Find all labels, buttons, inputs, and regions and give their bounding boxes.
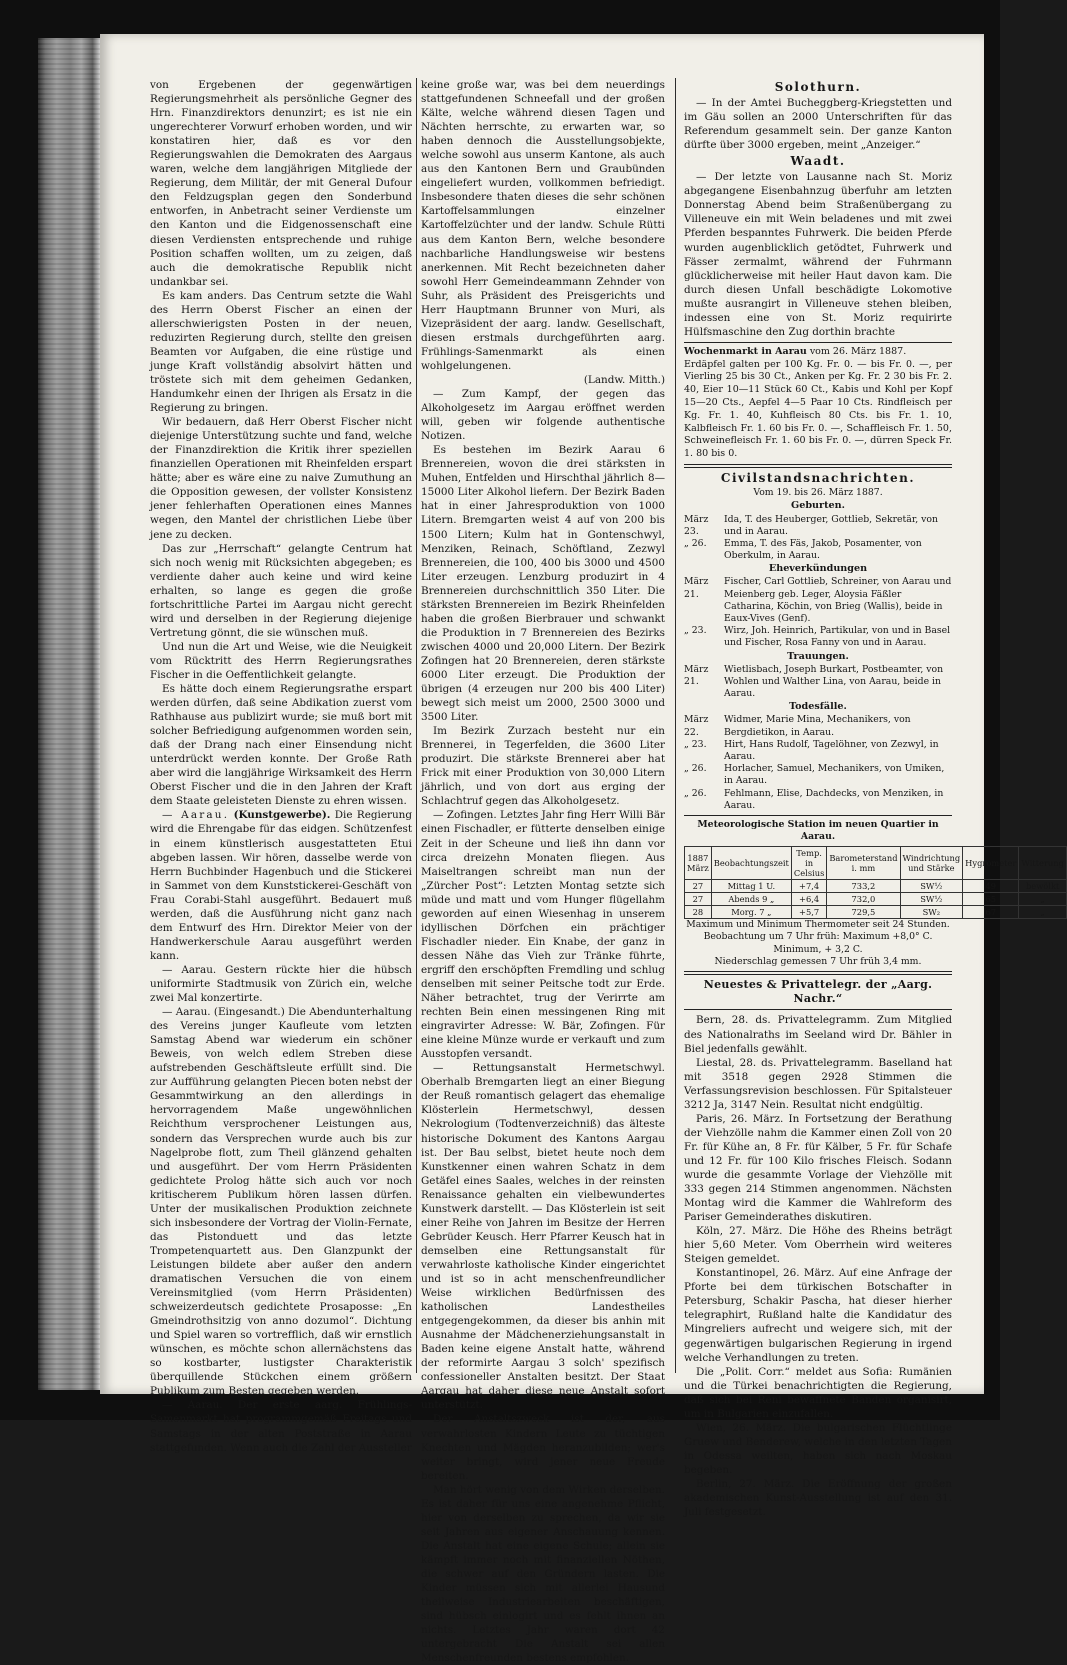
divider — [684, 971, 952, 975]
weather-cell: +7,4 — [791, 879, 826, 892]
telegrams-list — [684, 1013, 952, 1519]
weather-cell: 27 — [685, 879, 712, 892]
telegram-item: Paris, 26. März. In Fortsetzung der Berathung der Viehzölle nahm die Kammer einen Zoll von 20 Fr. für Kühe an, 8 Fr. für Kälber, 5 Fr. für Schafe und 12 Fr. für 100 Kilo frisches Fleisch. Sodann wurde die gesammte Vorlage der Viehzölle mit 333 gegen 214 Stimmen angenommen. Nächsten Montag wird die Kammer die Wahlreform des Pariser Gemeinderathes diskutiren. — [684, 1112, 952, 1224]
article-paragraph: Und nun die Art und Weise, wie die Neuigkeit vom Rücktritt des Herrn Regierungsrathes Fischer in die Oeffentlichkeit gelangte. — [150, 640, 412, 681]
telegram-item: Die „Polit. Corr.“ meldet aus Sofia: Rumänien und die Türkei benachrichtigten die Regierung, daß sich bei Reni bewaffnete Banden organisirt, um in Bulgarien einzufallen. — [684, 1365, 952, 1420]
section-heading-waadt: Waadt. — [790, 154, 846, 169]
weather-cell: +6,4 — [791, 892, 826, 905]
entry-text: Fehlmann, Elise, Dachdecks, von Menziken, in Aarau. — [724, 787, 944, 811]
entry-date: „ 26. — [684, 787, 707, 799]
market-report — [684, 346, 952, 461]
entry-date: März 21. — [684, 576, 709, 600]
column-3 — [684, 78, 1064, 1519]
weather-note: Maximum und Minimum Thermometer seit 24 Stunden. — [686, 918, 950, 930]
weather-row — [685, 905, 1067, 918]
article-paragraph: — Der letzte von Lausanne nach St. Moriz abgegangene Eisenbahnzug überfuhr am letzten Donnerstag Abend beim Straßenübergang zu Villeneuve ein mit Wein beladenes und mit zwei Pferden bespanntes Fuhrwerk. Die beiden Pferde wurden augenblicklich getödtet, Fuhrwerk und Fässer zermalmt, während der Fuhrmann glücklicherweise mit heiler Haut davon kam. Die durch diesen Unfall beschädigte Lokomotive mußte ausrangirt in Villeneuve stehen bleiben, indessen eine von St. Moriz requirirte Hülfsmaschine den Zug dorthin brachte — [684, 171, 952, 338]
divider — [684, 342, 952, 343]
register-entry — [684, 714, 952, 738]
article-paragraph: — Rettungsanstalt Hermetschwyl. Oberhalb Bremgarten liegt an einer Biegung der Reuß romantisch gelagert das ehemalige Klösterlein Hermetschwyl, dessen Nekrologium (Todtenverzeichniß) das älteste historische Dokument des Kantons Aargau ist. Der Bau selbst, bietet heute noch dem Kunstkenner einen wahren Schatz in dem Getäfel eines Saales, welches in der reinsten Renaissance gehalten ein vielbewundertes Kunstwerk darstellt. — Das Klösterlein ist seit einer Reihe von Jahren im Besitze der Herren Gebrüder Keusch. Herr Pfarrer Keusch hat in demselben eine Rettungsanstalt für verwahrloste katholische Kinder eingerichtet und ist so in acht menschenfreundlicher Weise wirklichen Bedürfnissen des katholischen Landestheiles entgegengekommen, da dieser bis anhin mit Ausnahme der Mädchenerziehungsanstalt in Baden keine eigene Anstalt hatte, während der reformirte Aargau 3 solch' spezifisch confessioneller Anstalten besitzt. Der Staat Aargau hat daher diese neue Anstalt sofort unterstützt. — [421, 1062, 665, 1412]
register-entry — [684, 788, 952, 812]
weather-cell: bewölkt — [1019, 879, 1067, 892]
weather-note: Beobachtung um 7 Uhr früh: Maximum +8,0° C. — [703, 931, 933, 943]
article-paragraph: keine große war, was bei dem neuerdings stattgefundenen Schneefall und der großen Kälte, welche während diesen Tagen und Nächten herrschte, zu erwarten war, so haben dennoch die Ausstellungsobjekte, welche sowohl aus unserm Kantone, als auch aus den Kantonen Bern und Graubünden eingeliefert wurden, vollkommen befriedigt. Insbesondere thaten dieses die sehr schönen Kartoffelsammlungen einzelner Kartoffelzüchter und der landw. Schule Rütti aus dem Kanton Bern, welche besondere nachbarliche Handlungsweise wir bestens anerkennen. Mit Recht bezeichneten daher sowohl Herr Gemeindeammann Zehnder von Suhr, als Präsident des Preisgerichts und Herr Hauptmann Brunner von Muri, als Vizepräsident der aarg. landw. Gesellschaft, diesen erstmals durchgeführten aarg. Frühlings-Samenmarkt als einen wohlgelungenen. — [421, 79, 665, 372]
entry-text: Ida, T. des Heuberger, Gottlieb, Sekretär, von und in Aarau. — [724, 513, 938, 537]
dateline: — Aarau. — [162, 809, 230, 822]
register-entry — [684, 763, 952, 787]
telegram-item: Köln, 27. März. Die Höhe des Rheins beträgt hier 5,60 Meter. Vom Oberrhein wird weiteres Steigen gemeldet. — [684, 1225, 952, 1266]
weather-column-header: Temp. in Celsius — [791, 846, 826, 879]
entry-date: „ 26. — [684, 537, 707, 549]
weather-cell: Mittag 1 U. — [711, 879, 791, 892]
article-heading: (Kunstgewerbe). — [233, 809, 331, 822]
weather-table — [684, 846, 1067, 919]
article-source: (Landw. Mitth.) — [583, 373, 665, 386]
article-paragraph: — Aarau. Der erste aarg. Frühlings-Samenmarkt hat programmgemäß Freitags und Samstags in der alten Poststraße in Aarau stattgefunden. Wenn auch die Zahl der Aussteller — [150, 1399, 412, 1454]
divider — [684, 815, 952, 816]
weather-note: Minimum, + 3,2 C. — [773, 943, 863, 955]
weather-cell: SW½ — [900, 892, 963, 905]
entry-date: März 21. — [684, 663, 709, 687]
section-heading-solothurn: Solothurn. — [774, 80, 862, 94]
weather-table-body — [685, 879, 1067, 918]
weather-cell: 67 — [963, 905, 1019, 918]
entry-text: Hirt, Hans Rudolf, Tagelöhner, von Zezwyl, in Aarau. — [724, 738, 939, 762]
entry-date: „ 23. — [684, 625, 707, 637]
weather-cell: 65 — [963, 892, 1019, 905]
weather-column-header: Windrichtung und Stärke — [900, 846, 963, 879]
weather-column-header: Witterung — [1019, 846, 1067, 879]
banns-heading: Eheverkündungen — [768, 563, 868, 575]
telegram-item: Berlin, 27. März. Die Eröffnung der großen akademischen Kunst-Ausstellung ist auf den 31. Juli festgesetzt. — [684, 1478, 952, 1519]
column-2 — [421, 78, 665, 1665]
article-text: Die Regierung wird die Ehrengabe für das eidgen. Schützenfest in einem künstlerisch ausgestatteten Etui abgeben lassen. Wir hören, dasselbe werde von Herrn Buchbinder Hagenbuch und die Stickerei in Sammet von dem Kunststickerei-Geschäft von Frau Corabi-Stahl ausgeführt. Bedauert muß werden, daß die Ausführung nicht ganz nach dem Entwurf des Hrn. Direktor Meier von der Handwerkerschule Aarau ausgeführt werden kann. — [150, 809, 412, 962]
weather-cell: +5,7 — [791, 905, 826, 918]
register-entry — [684, 538, 952, 562]
births-list — [684, 514, 952, 563]
market-heading: Wochenmarkt in Aarau — [684, 345, 807, 357]
register-entry — [684, 514, 952, 538]
market-date: vom 26. März 1887. — [809, 345, 907, 357]
weather-column-header: Beobachtungszeit — [711, 846, 791, 879]
entry-text: Horlacher, Samuel, Mechanikers, von Umiken, in Aarau. — [724, 763, 945, 787]
article-paragraph: Man hört wenig von dem Wirken derselben. Es ist daher für uns eine angenehme Pflicht, hier von derselben zu sprechen, da wir sie seit Jahren aus eigener Anschauung kennen. Die Anstalt hat eine eigene Schule; allein sie kämpft immer noch mit finanziellen Nöthen, die schwer auf den Gründern lasten. Die Kinder müssen sich mit allerlei Hausund theilweise Industriearbeiten beschäftigen, sind hübsch einlogirt und es fehlt ihnen an nichts. Letztes Jahr waren dort 42 untergebracht Die Anstalt sei allen Menschenfreunden bestens empfohlen. — [421, 1483, 665, 1665]
article-paragraph: Der Anstaltszweck ist der, aus verwahrlosten Kindern Leute zu tüchtigen Knechten und Mägden heranzubilden; wer's weiter bringt, wird jener neue Freude bereiten. — [421, 1413, 665, 1482]
article-paragraph: — Zofingen. Letztes Jahr fing Herr Willi Bär einen Fischadler, er fütterte denselben einige Zeit in der Scheune und ließ ihn dann vor circa dreizehn Monaten fliegen. Aus Maiseltrangen schreibt man nun der „Zürcher Post“: Letzten Montag setzte sich müde und matt und vom Hunger flügellahm geworden auf einen Wiesenhag in unserem idyllischen Dörfchen ein prächtiger Fischadler nieder. Ein Knabe, der ganz in dessen Nähe das Vieh zur Tränke führte, ergriff den erschöpften Fremdling und schlug denselben mit seiner Peitsche todt zur Erde. Näher betrachtet, trug der Verirrte am rechten Bein einen messingenen Ring mit eingravirter Adresse: W. Bär, Zofingen. Für eine kleine Münze wurde er verkauft und zum Ausstopfen versandt. — [421, 809, 665, 1061]
weather-cell: Morg. 7 „ — [711, 905, 791, 918]
register-entry — [684, 664, 952, 701]
weather-cell: 28 — [685, 905, 712, 918]
article-paragraph: — Zum Kampf, der gegen das Alkoholgesetz im Aargau eröffnet werden will, geben wir folgende authentische Notizen. — [421, 388, 665, 443]
entry-date: „ 26. — [684, 763, 707, 775]
article-paragraph: Das zur „Herrschaft“ gelangte Centrum hat sich noch wenig mit Rücksichten abgegeben; es verdiente daher auch keine und wird keine erhalten, so lange es gegen die große fortschrittliche Partei im Aargau nicht gerecht wird und derselben in der Regierung diejenige Vertretung gönnt, die sie wünschen muß. — [150, 542, 412, 639]
weather-column-header: Barometerstand i. mm — [827, 846, 900, 879]
article-paragraph: Wir bedauern, daß Herr Oberst Fischer nicht diejenige Unterstützung suchte und fand, welche der Finanzdirektion die Kritik ihrer speziellen finanziellen Operationen mit Rheinfelden erspart hätte; aber es wäre eine zu naive Zumuthung an die Opposition gewesen, der vollster Konsistenz jener fehlerhaften Operationen eines Mannes wegen, den Mantel der christlichen Liebe über jene zu decken. — [150, 416, 412, 541]
entry-text: Emma, T. des Fäs, Jakob, Posamenter, von Oberkulm, in Aarau. — [724, 537, 922, 562]
article-paragraph: Im Bezirk Zurzach besteht nur ein Brennerei, in Tegerfelden, die 3600 Liter produzirt. Die stärkste Brennerei aber hat Frick mit einer Produktion von 30,000 Litern jährlich, und von dort aus erging der Schlachtruf gegen das Alkoholgesetz. — [421, 725, 665, 808]
divider — [684, 1009, 952, 1010]
telegram-item: Liestal, 28. ds. Privattelegramm. Baselland hat mit 3518 gegen 2928 Stimmen die Verfassungsrevision beschlossen. Für Spitalsteuer 3212 Ja, 3147 Nein. Resultat nicht endgültig. — [684, 1056, 952, 1111]
entry-text: Wietlisbach, Joseph Burkart, Postbeamter, von Wohlen und Walther Lina, von Aarau, beide in Aarau. — [724, 663, 944, 700]
article-paragraph: — In der Amtei Bucheggberg-Kriegstetten und im Gäu sollen an 2000 Unterschriften für das Referendum gesammelt sein. Der ganze Kanton dürfte über 3000 ergeben, meint „Anzeiger.“ — [684, 97, 952, 152]
weather-note: Niederschlag gemessen 7 Uhr früh 3,4 mm. — [714, 955, 922, 967]
weather-cell: „ — [1019, 905, 1067, 918]
weather-cell: SW½ — [900, 879, 963, 892]
article-paragraph: Es bestehen im Bezirk Aarau 6 Brennereien, wovon die drei stärksten in Muhen, Entfelden und Hirschthal jährlich 8—15000 Liter Alkohol liefern. Der Bezirk Baden hat in einer Jahresproduktion von 1000 Litern. Bremgarten weist 4 auf von 200 bis 1500 Litern; Kulm hat in Gontenschwyl, Menziken, Reinach, Schöftland, Zezwyl Brennereien, die 100, 400 bis 3000 und 4500 Liter erzeugen. Lenzburg produzirt in 4 Brennereien durchschnittlich 350 Liter. Die stärksten Brennereien im Bezirk Rheinfelden haben die großen Bierbrauer und schwankt die Produktion in 7 Brennereien des Bezirks zwischen 4000 und 20,000 Litern. Der Bezirk Zofingen hat 20 Brennereien, deren stärkste 6000 Liter erzeugt. Die Produktion der übrigen (4 erzeugen nur 200 bis 400 Liter) bewegt sich meist um 2000, 2500 3000 und 3500 Liter. — [421, 444, 665, 724]
column-divider-2 — [675, 78, 676, 1373]
divider — [684, 464, 952, 468]
deaths-list — [684, 714, 952, 812]
article-paragraph: von Ergebenen der gegenwärtigen Regierungsmehrheit als persönliche Gegner des Hrn. Finanzdirektors denunzirt; es ist nie ein ungerechterer Vorwurf erhoben worden, und wir konstatiren hier, daß es vor den Regierungswahlen die Demokraten des Aargaus waren, welche dem langjährigen Mitgliede der Regierung, dem Militär, der mit General Dufour den Feldzugsplan gegen den Sonderbund entworfen, in Anbetracht seiner Verdienste um den Kanton und die Eidgenossenschaft eine diesen Verdiensten entsprechende und ruhige Position schaffen wollten, um zu zeigen, daß auch die demokratische Republik nicht undankbar sei. — [150, 79, 412, 288]
weather-table-header — [685, 846, 1067, 879]
weather-cell: 733,2 — [827, 879, 900, 892]
weather-cell: „ — [1019, 892, 1067, 905]
civil-subheading: Vom 19. bis 26. März 1887. — [753, 487, 883, 499]
market-text: Erdäpfel galten per 100 Kg. Fr. 0. — bis Fr. 0. —, per Vierling 25 bis 30 Ct., Anken per Kg. Fr. 2 30 bis Fr. 2. 40, Eier 10—11 Stück 60 Ct., Kabis und Kohl per Kopf 15—20 Cts., Aepfel 4—5 Paar 10 Cts. Rindfleisch per Kg. Fr. 1. 40, Kuhfleisch 80 Cts. bis Fr. 1. 10, Kalbfleisch Fr. 1. 60 bis Fr. 0. —, Schaffleisch Fr. 1. 50, Schweinefleisch Fr. 1. 60 bis Fr. 0. —, dürren Speck Fr. 1. 80 bis 0. — [684, 358, 952, 460]
book-spine — [38, 38, 100, 1390]
register-entry — [684, 739, 952, 763]
entry-text: Wirz, Joh. Heinrich, Partikular, von und in Basel und Fischer, Rosa Fanny von und in Aarau. — [724, 625, 951, 649]
births-heading: Geburten. — [791, 500, 845, 512]
telegrams-heading: Neuestes & Privattelegr. der „Aarg. Nachr.“ — [703, 978, 933, 1006]
telegram-item: Wien, 26. März. Die bulgarischen Flüchtlinge Gruew und Benderew, welche in den letzten Tagen in Odessa weilten, haben sich nach Moskau begeben. — [684, 1421, 952, 1476]
marriages-list — [684, 664, 952, 701]
newspaper-page — [100, 34, 1064, 1665]
weather-station-heading: Meteorologische Station im neuen Quartier in Aarau. — [697, 818, 939, 843]
register-entry — [684, 625, 952, 649]
article-paragraph: Es hätte doch einem Regierungsrathe erspart werden dürfen, daß seine Abdikation zuerst vom Rathhause aus publizirt wurde; sie muß bort mit solcher Befriedigung aufgenommen worden sein, daß der Drang nach einer Einsendung nicht unterdrückt werden konnte. Der Große Rath aber wird die langjährige Wirksamkeit des Herrn Oberst Fischer und die in den Jahren der Kraft dem Staate geleisteten Dienste zu ehren wissen. — [150, 683, 412, 808]
column-divider-1 — [416, 78, 417, 1373]
telegram-item: Konstantinopel, 26. März. Auf eine Anfrage der Pforte bei dem türkischen Botschafter in Petersburg, Schakir Pascha, hat dieser hierher telegraphirt, Rußland halte die Kandidatur des Mingreliers aufrecht und weigere sich, mit der gegenwärtigen bulgarischen Regierung in irgend welche Verhandlungen zu treten. — [684, 1267, 952, 1364]
weather-cell: SW₂ — [900, 905, 963, 918]
telegram-item: Bern, 28. ds. Privattelegramm. Zum Mitglied des Nationalraths im Seeland wird Dr. Bähler in Biel jedenfalls gewählt. — [684, 1014, 952, 1055]
weather-row — [685, 879, 1067, 892]
article-paragraph: Es kam anders. Das Centrum setzte die Wahl des Herrn Oberst Fischer an einen der allerschwierigsten Posten in der neuen, reduzirten Regierung durch, stellte den greisen Beamten vor Aufgaben, die eine rüstige und junge Kraft vollständig absolvirt hätten und tröstete sich mit dem geheimen Gedanken, Handumkehr einen der Ihrigen als Ersatz in die Regierung zu bringen. — [150, 289, 412, 415]
entry-date: März 23. — [684, 513, 709, 537]
article-kunstgewerbe — [150, 808, 412, 963]
weather-column-header: Hygrometer — [963, 846, 1019, 879]
weather-cell: 49 — [963, 879, 1019, 892]
entry-text: Widmer, Marie Mina, Mechanikers, von Bergdietikon, in Aarau. — [724, 714, 911, 738]
article-paragraph: — Aarau. (Eingesandt.) Die Abendunterhaltung des Vereins junger Kaufleute vom letzten Samstag Abend war wiederum ein schöner Beweis, von welch edlem Streben diese aufstrebenden Geschäftsleute erfüllt sind. Die zur Aufführung gelangten Piecen boten nebst der Gesammtwirkung an den allerdings in hervorragendem Maße ungewöhnlichen Reichthum versprochener Leistungen aus, sondern das Versprechen wurde auch bis zur Nagelprobe flott, zum Theil glänzend gehalten und ausgeführt. Der vom Herrn Präsidenten gedichtete Prolog hätte sich auch vor noch kritischerem Publikum hören lassen dürfen. Unter der musikalischen Produktion zeichnete sich insbesondere der Vortrag der Violin-Fernate, das Pistonduett und das letzte Trompetenquartett aus. Den Glanzpunkt der Leistungen bildete aber außer den andern dramatischen Versuchen die von einem Vereinsmitglied (vom Herrn Präsidenten) schweizerdeutsch gedichtete Prosaposse: „En Gmeindrothsitzig von anno dozumol“. Dichtung und Spiel waren so vortrefflich, daß wir ernstlich wünschen, es möchte schon allernächstens das so kostbarter, lustigster Charakteristik überquillende Stückchen einem größern Publikum zum Besten gegeben werden. — [150, 1006, 412, 1398]
weather-column-header: 1887 März — [685, 846, 712, 879]
civil-heading: Civilstandsnachrichten. — [720, 471, 916, 486]
article-paragraph: — Aarau. Gestern rückte hier die hübsch uniformirte Stadtmusik von Zürich ein, welche zwei Mal konzertirte. — [150, 963, 412, 1005]
marriages-heading: Trauungen. — [787, 650, 849, 662]
entry-date: „ 23. — [684, 738, 707, 750]
entry-date: März 22. — [684, 714, 709, 738]
entry-text: Fischer, Carl Gottlieb, Schreiner, von Aarau und Meienberg geb. Leger, Aloysia Fäßler Catharina, Köchin, von Brieg (Wallis), beide in Eaux-Vives (Genf). — [724, 576, 952, 624]
deaths-heading: Todesfälle. — [789, 701, 847, 713]
weather-row — [685, 892, 1067, 905]
register-entry — [684, 576, 952, 625]
weather-cell: 27 — [685, 892, 712, 905]
weather-cell: 732,0 — [827, 892, 900, 905]
weather-cell: Abends 9 „ — [711, 892, 791, 905]
weather-cell: 729,5 — [827, 905, 900, 918]
column-1 — [150, 78, 412, 1455]
banns-list — [684, 576, 952, 649]
